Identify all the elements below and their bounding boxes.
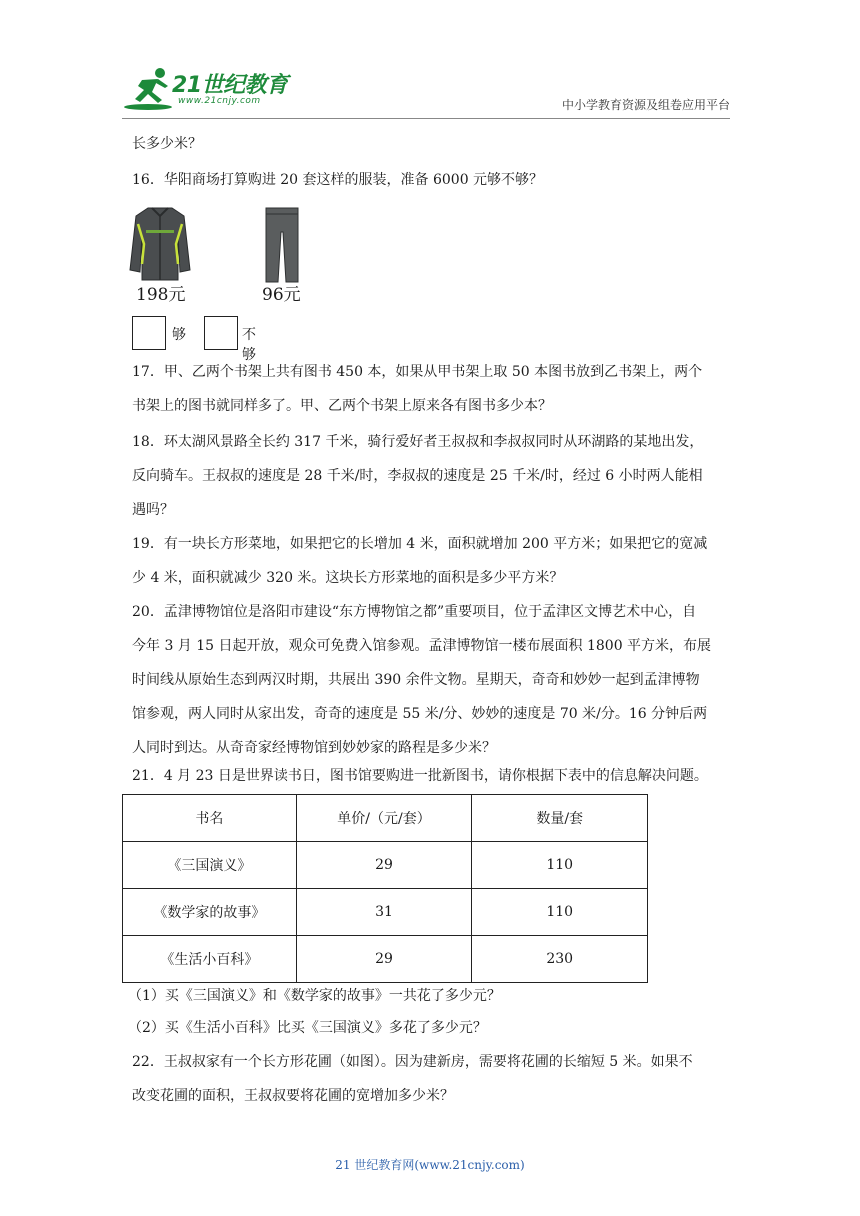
q21-sub2: （2）买《生活小百科》比买《三国演义》多花了多少元？ xyxy=(128,1020,487,1036)
not-enough-label: 不够 xyxy=(242,327,256,363)
q17-line1: 17．甲、乙两个书架上共有图书 450 本，如果从甲书架上取 50 本图书放到乙书架上，两个 xyxy=(132,364,703,380)
q18-line3: 遇吗？ xyxy=(132,502,174,518)
q20-line4: 馆参观，两人同时从家出发，奇奇的速度是 55 米/分、妙妙的速度是 70 米/分。16 分钟后两 xyxy=(132,706,708,722)
pants-icon xyxy=(262,206,302,286)
q18-line2: 反向骑车。王叔叔的速度是 28 千米/时，李叔叔的速度是 25 千米/时，经过 6 小时两人能相 xyxy=(132,468,703,484)
not-enough-checkbox[interactable] xyxy=(204,316,238,350)
q22-line1: 22．王叔叔家有一个长方形花圃（如图）。因为建新房，需要将花圃的长缩短 5 米。如果不 xyxy=(132,1054,693,1070)
logo-text: 21世纪教育 xyxy=(172,73,288,98)
logo-url: www.21cnjy.com xyxy=(178,96,261,106)
books-table xyxy=(122,794,648,983)
table-row xyxy=(123,889,648,936)
q16-figure xyxy=(128,200,328,310)
table-row xyxy=(123,842,648,889)
book-title: 《数学家的故事》 xyxy=(123,889,297,936)
book-title: 《三国演义》 xyxy=(123,842,297,889)
enough-checkbox[interactable] xyxy=(132,316,166,350)
book-quantity: 110 xyxy=(472,889,648,936)
header-price: 单价/（元/套） xyxy=(296,795,472,842)
q18-line1: 18．环太湖风景路全长约 317 千米，骑行爱好者王叔叔和李叔叔同时从环湖路的某地出发， xyxy=(132,434,704,450)
q21-sub1: （1）买《三国演义》和《数学家的故事》一共花了多少元？ xyxy=(128,988,501,1004)
q22-line2: 改变花圃的面积，王叔叔要将花圃的宽增加多少米？ xyxy=(132,1088,454,1104)
book-quantity: 230 xyxy=(472,936,648,983)
page-header xyxy=(0,0,860,130)
book-price: 29 xyxy=(296,936,472,983)
q20-line1: 20．孟津博物馆位是洛阳市建设“东方博物馆之都”重要项目，位于孟津区文博艺术中心，自 xyxy=(132,604,697,620)
jacket-icon xyxy=(128,204,192,284)
pants-price: 96元 xyxy=(262,285,301,305)
q17-line2: 书架上的图书就同样多了。甲、乙两个书架上原来各有图书多少本？ xyxy=(132,398,552,414)
q19-line2: 少 4 米，面积就减少 320 米。这块长方形菜地的面积是多少平方米？ xyxy=(132,570,564,586)
page-footer[interactable]: 21 世纪教育网(www.21cnjy.com) xyxy=(335,1158,525,1172)
header-title: 书名 xyxy=(123,795,297,842)
header-divider xyxy=(122,118,730,119)
runner-icon xyxy=(122,66,178,112)
book-price: 31 xyxy=(296,889,472,936)
table-header-row xyxy=(123,795,648,842)
q15-tail: 长多少米？ xyxy=(132,136,202,152)
book-price: 29 xyxy=(296,842,472,889)
q20-line2: 今年 3 月 15 日起开放，观众可免费入馆参观。孟津博物馆一楼布展面积 1800 平方米，布展 xyxy=(132,638,712,654)
book-quantity: 110 xyxy=(472,842,648,889)
enough-label: 够 xyxy=(172,327,186,343)
table-row xyxy=(123,936,648,983)
platform-name: 中小学教育资源及组卷应用平台 xyxy=(561,98,730,112)
q20-line3: 时间线从原始生态到两汉时期，共展出 390 余件文物。星期天，奇奇和妙妙一起到孟津博物 xyxy=(132,672,700,688)
q20-line5: 人同时到达。从奇奇家经博物馆到妙妙家的路程是多少米？ xyxy=(132,740,496,756)
book-title: 《生活小百科》 xyxy=(123,936,297,983)
q16-text: 16．华阳商场打算购进 20 套这样的服装，准备 6000 元够不够？ xyxy=(132,172,544,188)
header-quantity: 数量/套 xyxy=(472,795,648,842)
jacket-price: 198元 xyxy=(136,285,186,305)
site-logo[interactable] xyxy=(122,66,292,114)
q21-text: 21．4 月 23 日是世界读书日，图书馆要购进一批新图书，请你根据下表中的信息解决问题。 xyxy=(132,768,708,784)
q19-line1: 19．有一块长方形菜地，如果把它的长增加 4 米，面积就增加 200 平方米；如果把它的宽减 xyxy=(132,536,708,552)
